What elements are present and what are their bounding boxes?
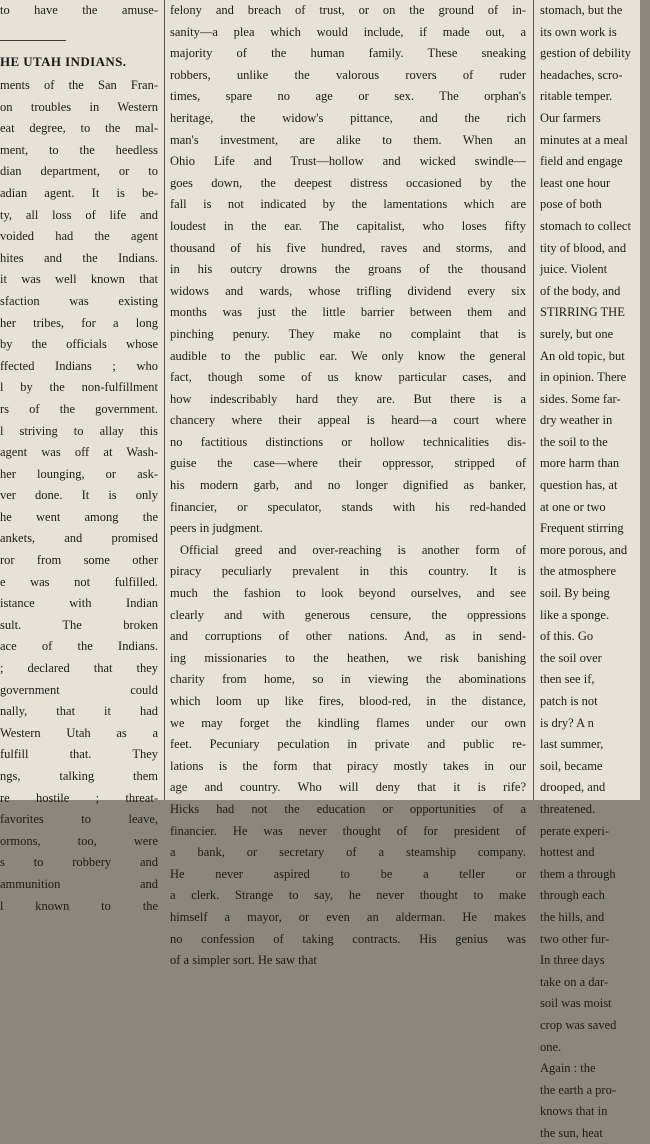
- left-text-line: eat degree, to the mal-: [0, 121, 158, 136]
- right-text-line: at one or two: [540, 499, 606, 514]
- right-text-line: An old topic, but: [540, 348, 625, 363]
- article-line: Official greed and over-reaching is another form of: [180, 542, 526, 557]
- right-text-line: the soil to the: [540, 434, 608, 449]
- right-text-line: through each: [540, 888, 605, 903]
- article-line: a clerk. Strange to say, he never thought to make: [170, 888, 526, 903]
- right-text-line: field and engage: [540, 154, 623, 169]
- right-text-line: the atmosphere: [540, 564, 617, 579]
- left-text-line: ankets, and promised: [0, 531, 158, 546]
- left-text-line: sult. The broken: [0, 617, 158, 632]
- right-text-line: take on a dar-: [540, 974, 609, 989]
- article-line: lations is the form that piracy mostly takes in our: [170, 758, 526, 773]
- right-text-line: in opinion. There: [540, 370, 627, 385]
- left-text-line: favorites to leave,: [0, 812, 158, 827]
- right-text-line: last summer,: [540, 737, 604, 752]
- left-text-line: her tribes, for a long: [0, 315, 158, 330]
- right-text-line: Our farmers: [540, 110, 601, 125]
- right-text-line: soil, became: [540, 758, 603, 773]
- section-divider: [0, 40, 66, 41]
- right-text-line: Frequent stirring: [540, 521, 624, 536]
- right-text-line: stomach to collect: [540, 218, 631, 233]
- article-line: pinching penury. They make no complaint that is: [170, 326, 526, 341]
- article-line: a bank, or secretary of a steamship company.: [170, 845, 526, 860]
- article-line: months was just the little barrier between them and: [170, 305, 526, 320]
- right-text-line: drooped, and: [540, 780, 606, 795]
- article-line: we may forget the kindling flames under our own: [170, 715, 526, 730]
- article-line: ing missionaries to the heathen, we risk banishing: [170, 650, 526, 665]
- article-line: Hicks had not the education or opportunities of a: [170, 801, 526, 816]
- article-line: his modern garb, and no longer dignified as banker,: [170, 478, 526, 493]
- article-line: times, spare no age or sex. The orphan's: [170, 89, 526, 104]
- right-text-line: dry weather in: [540, 413, 613, 428]
- left-text-line: on troubles in Western: [0, 99, 158, 114]
- article-line: goes down, the deepest distress occasioned by the: [170, 175, 526, 190]
- right-text-line: more porous, and: [540, 542, 628, 557]
- left-text-line: ver done. It is only: [0, 488, 158, 503]
- left-text-line: ngs, talking them: [0, 769, 158, 783]
- right-text-line: minutes at a meal: [540, 132, 628, 147]
- right-text-line: pose of both: [540, 197, 602, 212]
- article-line: no factitious distinctions or hollow technicalities dis-: [170, 434, 526, 449]
- article-line: himself a mayor, or even an alderman. He makes: [170, 909, 526, 924]
- article-line: loudest in the ear. The capitalist, who loses fifty: [170, 218, 526, 233]
- article-line: heritage, the widow's pittance, and the rich: [170, 110, 526, 125]
- right-text-line: question has, at: [540, 478, 618, 493]
- right-text-line: is dry? A n: [540, 715, 594, 730]
- left-top-line: to have the amuse-: [0, 3, 158, 17]
- article-line: fall is not indicated by the lamentations which are: [170, 197, 526, 212]
- left-text-line: voided had the agent: [0, 229, 158, 244]
- right-text-line: of this. Go: [540, 629, 594, 644]
- article-line: and corruptions of other nations. And, as in send-: [170, 629, 526, 644]
- article-line: which loom up like fires, blood-red, in the distance,: [170, 694, 526, 708]
- utah-indians-heading: HE UTAH INDIANS.: [0, 54, 127, 69]
- article-line: clearly and with generous censure, the oppressions: [170, 607, 526, 622]
- left-text-line: sfaction was existing: [0, 293, 158, 308]
- article-line: no confession of taking contracts. His genius was: [170, 931, 526, 946]
- left-text-line: ; declared that they: [0, 661, 158, 676]
- right-text-line: the sun, heat: [540, 1125, 603, 1140]
- article-line: Ohio Life and Trust—hollow and wicked swindle—: [170, 154, 526, 169]
- right-text-line: one.: [540, 1039, 562, 1054]
- right-text-line: sides. Some far-: [540, 391, 621, 406]
- left-text-line: ror from some other: [0, 553, 158, 568]
- right-text-line: its own work is: [540, 24, 617, 39]
- article-line: fact, though some of us know particular cases, and: [170, 370, 526, 385]
- left-text-line: ments of the San Fran-: [0, 78, 158, 92]
- article-line: much the fashion to look beyond ourselves, and see: [170, 586, 526, 601]
- article-line: financier, or speculator, stands with his red-handed: [170, 499, 526, 514]
- left-text-line: re hostile ; threat-: [0, 790, 158, 805]
- right-text-line: of the body, and: [540, 283, 621, 298]
- right-text-line: In three days: [540, 953, 605, 968]
- article-line: chancery where their appeal is heard—a court where: [170, 413, 526, 428]
- article-line: financier. He was never thought of for president of: [170, 823, 526, 838]
- left-text-line: ace of the Indians.: [0, 639, 158, 654]
- right-text-line: knows that in: [540, 1104, 608, 1119]
- right-text-line: crop was saved: [540, 1017, 617, 1032]
- left-text-line: istance with Indian: [0, 596, 158, 611]
- left-text-line: ffected Indians ; who: [0, 358, 158, 373]
- right-text-line: ritable temper.: [540, 89, 613, 104]
- left-text-line: nally, that it had: [0, 704, 158, 719]
- right-text-line: hottest and: [540, 845, 595, 860]
- left-text-line: l by the non-fulfillment: [0, 380, 158, 395]
- middle-column: [170, 0, 526, 968]
- left-text-line: government could: [0, 682, 158, 697]
- right-text-line: threatened.: [540, 801, 596, 816]
- right-text-line: surely, but one: [540, 326, 614, 341]
- article-line: robbers, unlike the valorous rovers of ruder: [170, 67, 526, 82]
- article-line: audible to the public ear. We only know the general: [170, 348, 526, 363]
- right-text-line: perate experi-: [540, 823, 610, 838]
- left-text-line: by the officials whose: [0, 337, 158, 352]
- article-line: guise the case—where their oppressor, stripped of: [170, 456, 526, 471]
- left-text-line: fulfill that. They: [0, 747, 158, 762]
- right-text-line: like a sponge.: [540, 607, 610, 622]
- right-text-line: soil. By being: [540, 586, 610, 601]
- article-line: piracy peculiarly prevalent in this country. It is: [170, 564, 526, 579]
- left-text-line: ment, to the heedless: [0, 142, 158, 157]
- right-column: [540, 0, 650, 1140]
- article-line: how indescribably hard they are. But there is a: [170, 391, 526, 406]
- left-text-line: s to robbery and: [0, 855, 158, 870]
- column-rule-right: [533, 0, 534, 800]
- left-text-line: dian department, or to: [0, 164, 158, 179]
- right-text-line: STIRRING THE: [540, 305, 625, 320]
- column-rule-left: [164, 0, 165, 800]
- right-text-line: the hills, and: [540, 909, 605, 924]
- right-text-line: more harm than: [540, 456, 620, 471]
- right-text-line: stomach, but the: [540, 3, 623, 17]
- left-text-line: it was well known that: [0, 272, 158, 287]
- right-text-line: patch is not: [540, 694, 598, 708]
- left-text-line: he went among the: [0, 509, 158, 524]
- right-text-line: least one hour: [540, 175, 611, 190]
- article-line: peers in judgment.: [170, 521, 263, 536]
- right-text-line: juice. Violent: [540, 262, 608, 277]
- left-text-line: adian agent. It is be-: [0, 185, 158, 200]
- left-text-line: ammunition and: [0, 876, 158, 891]
- article-line: widows and wards, whose trifling dividend every six: [170, 283, 526, 298]
- right-text-line: tity of blood, and: [540, 240, 627, 255]
- article-line: age and country. Who will deny that it is rife?: [170, 780, 526, 795]
- right-text-line: then see if,: [540, 672, 595, 687]
- right-text-line: them a through: [540, 866, 616, 881]
- article-line: man's investment, are alike to them. When an: [170, 132, 526, 147]
- article-line: charity from home, so in viewing the abominations: [170, 672, 526, 687]
- left-text-line: rs of the government.: [0, 401, 158, 416]
- left-text-line: Western Utah as a: [0, 725, 158, 740]
- left-text-line: l striving to allay this: [0, 423, 158, 438]
- left-text-line: l known to the: [0, 898, 158, 913]
- article-line: feet. Pecuniary peculation in private and public re-: [170, 737, 526, 752]
- left-text-line: e was not fulfilled.: [0, 574, 158, 589]
- article-line: thousand of his five hundred, raves and storms, and: [170, 240, 526, 255]
- article-line: in his outcry drowns the groans of the thousand: [170, 262, 526, 277]
- article-line: felony and breach of trust, or on the ground of in-: [170, 3, 526, 17]
- article-line: majority of the human family. These sneaking: [170, 46, 526, 61]
- left-text-line: ty, all loss of life and: [0, 207, 158, 222]
- right-text-line: Again : the: [540, 1061, 596, 1076]
- right-text-line: headaches, scro-: [540, 67, 623, 82]
- left-text-line: agent was off at Wash-: [0, 445, 158, 460]
- left-text-line: hites and the Indians.: [0, 250, 158, 265]
- article-line: sanity—a plea which would include, if made out, a: [170, 24, 526, 39]
- right-text-line: two other fur-: [540, 931, 610, 946]
- right-text-line: the soil over: [540, 650, 602, 665]
- left-text-line: ormons, too, were: [0, 833, 158, 848]
- right-text-line: soil was moist: [540, 996, 612, 1011]
- left-text-line: her lounging, or ask-: [0, 466, 158, 481]
- right-text-line: the earth a pro-: [540, 1082, 617, 1097]
- article-line: of a simpler sort. He saw that: [170, 953, 317, 968]
- right-text-line: gestion of debility: [540, 46, 631, 61]
- left-column: [0, 0, 158, 913]
- article-line: He never aspired to be a teller or: [170, 866, 526, 881]
